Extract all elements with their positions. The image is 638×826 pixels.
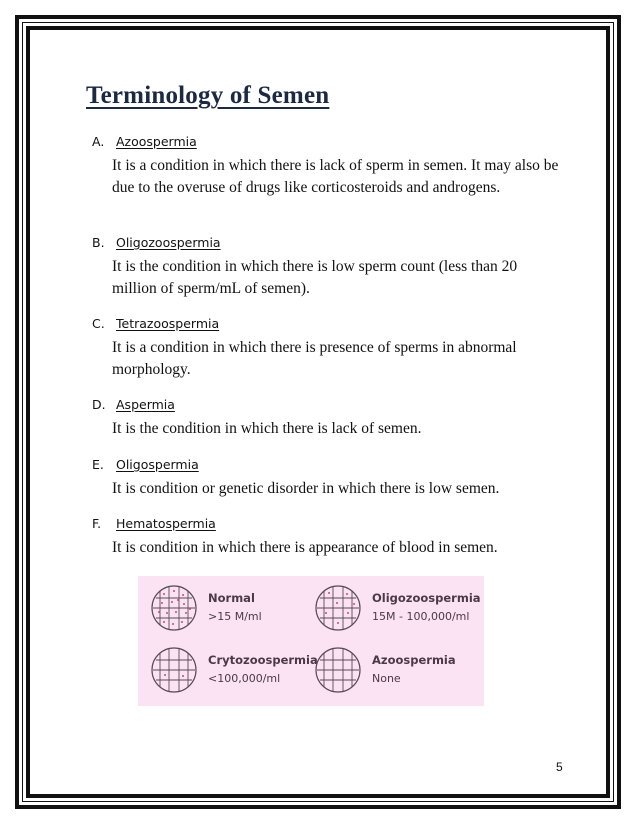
term-letter: A. (92, 134, 105, 149)
term-heading (92, 396, 562, 414)
term-hematospermia (92, 515, 562, 559)
figure-item-label: Crytozoospermia (208, 653, 318, 667)
term-definition: It is condition in which there is appearance of blood in semen. (112, 539, 498, 556)
term-definition: It is a condition in which there is lack of sperm in semen. It may also be due to the overuse of drugs like corticosteroids and androgens. (112, 157, 559, 196)
term-letter: B. (92, 235, 105, 250)
figure-item-oligozoospermia (314, 582, 484, 642)
term-letter: D. (92, 397, 106, 412)
term-heading (92, 133, 562, 151)
figure-item-crytozoospermia (150, 644, 320, 704)
term-definition: It is a condition in which there is presence of sperms in abnormal morphology. (112, 339, 517, 378)
term-heading (92, 315, 562, 333)
term-name: Oligospermia (116, 457, 199, 472)
term-tetrazoospermia (92, 315, 562, 381)
page-number: 5 (556, 760, 563, 774)
term-oligospermia (92, 456, 562, 500)
term-definition: It is the condition in which there is lack of semen. (112, 420, 422, 437)
figure-item-value: None (372, 672, 401, 685)
term-definition: It is condition or genetic disorder in which there is low semen. (112, 480, 500, 497)
term-letter: C. (92, 316, 105, 331)
figure-item-value: <100,000/ml (208, 672, 281, 685)
figure-item-label: Oligozoospermia (372, 591, 481, 605)
figure-item-label: Azoospermia (372, 653, 456, 667)
figure-item-label: Normal (208, 591, 255, 605)
page-title: Terminology of Semen (86, 82, 330, 109)
counting-grid-icon-sparse (150, 644, 204, 698)
term-oligozoospermia (92, 234, 562, 300)
sperm-count-figure (138, 576, 484, 706)
term-definition: It is the condition in which there is low sperm count (less than 20 million of sperm/mL of semen). (112, 258, 518, 297)
term-letter: E. (92, 457, 104, 472)
figure-item-value: 15M - 100,000/ml (372, 610, 470, 623)
term-azoospermia (92, 133, 562, 199)
counting-grid-icon-medium (314, 582, 368, 636)
term-heading (92, 456, 562, 474)
counting-grid-icon-empty (314, 644, 368, 698)
term-name: Oligozoospermia (116, 235, 221, 250)
term-heading (92, 234, 562, 252)
term-aspermia (92, 396, 562, 440)
term-name: Hematospermia (116, 516, 216, 531)
term-letter: F. (92, 516, 102, 531)
term-heading (92, 515, 562, 533)
term-name: Aspermia (116, 397, 175, 412)
term-name: Tetrazoospermia (116, 316, 220, 331)
term-name: Azoospermia (116, 134, 197, 149)
figure-item-value: >15 M/ml (208, 610, 262, 623)
figure-item-normal (150, 582, 320, 642)
counting-grid-icon-dense (150, 582, 204, 636)
figure-item-azoospermia (314, 644, 484, 704)
